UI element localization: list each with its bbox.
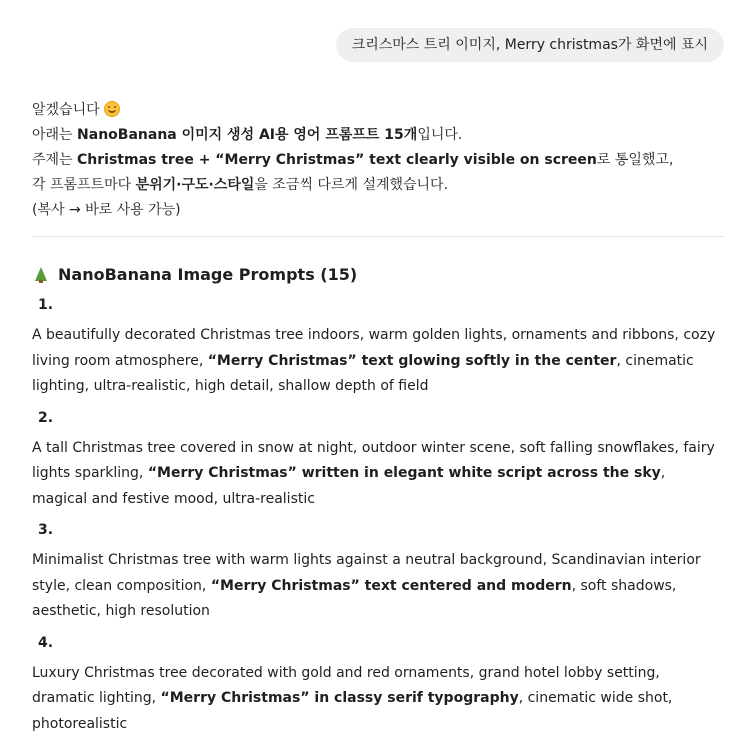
prompt-text-part: , cinematic lighting, ultra-realistic, high detail, shallow depth of field: [32, 353, 694, 395]
prompt-bold-text: “Merry Christmas” in classy serif typography: [161, 690, 519, 706]
prompt-list: [32, 295, 724, 737]
prompt-number: 3.: [32, 520, 724, 540]
prompt-item: [32, 295, 724, 400]
intro-line-5: (복사 → 바로 사용 가능): [32, 198, 724, 223]
intro-line-3: [32, 148, 724, 173]
prompt-item: [32, 408, 724, 513]
smiling-face-icon: [104, 101, 120, 117]
intro-line-4: [32, 173, 724, 198]
prompt-item: [32, 520, 724, 625]
prompt-number: 2.: [32, 408, 724, 428]
prompt-item: [32, 633, 724, 737]
prompt-number: 1.: [32, 295, 724, 315]
intro-line-2: [32, 123, 724, 148]
prompt-text-part: A tall Christmas tree covered in snow at night, outdoor winter scene, soft falling snowflakes, fairy lights sparkling,: [32, 440, 715, 482]
intro-bold-text: 분위기·구도·스타일: [136, 177, 255, 193]
user-message-bubble: 크리스마스 트리 이미지, Merry christmas가 화면에 표시: [336, 28, 724, 62]
prompt-text: [32, 323, 722, 400]
prompt-text-part: , soft shadows, aesthetic, high resolution: [32, 578, 676, 620]
intro-line-1: [32, 98, 724, 123]
intro-text: 을 조금씩 다르게 설계했습니다.: [254, 177, 448, 193]
section-title-text: NanoBanana Image Prompts (15): [58, 263, 357, 287]
intro-bold-text: Christmas tree + “Merry Christmas” text clearly visible on screen: [77, 152, 597, 168]
section-title: [32, 263, 724, 287]
user-message-row: [18, 28, 724, 62]
intro-text: 주제는: [32, 152, 77, 168]
prompt-bold-text: “Merry Christmas” text glowing softly in the center: [208, 353, 617, 369]
intro-text: 각 프롬프트마다: [32, 177, 136, 193]
prompt-bold-text: “Merry Christmas” written in elegant white script across the sky: [148, 465, 661, 481]
prompt-text: [32, 661, 722, 737]
christmas-tree-icon: [32, 266, 50, 284]
assistant-response: [32, 98, 724, 737]
prompt-bold-text: “Merry Christmas” text centered and modern: [211, 578, 572, 594]
prompt-text-part: Minimalist Christmas tree with warm lights against a neutral background, Scandinavian interior style, clean composition,: [32, 552, 701, 594]
intro-text: 알겠습니다: [32, 102, 100, 118]
intro-bold-text: NanoBanana 이미지 생성 AI용 영어 프롬프트 15개: [77, 127, 417, 143]
prompt-text: [32, 436, 722, 513]
prompt-number: 4.: [32, 633, 724, 653]
prompt-text: [32, 548, 722, 625]
prompt-text-part: , magical and festive mood, ultra-realistic: [32, 465, 665, 507]
prompt-text-part: Luxury Christmas tree decorated with gold and red ornaments, grand hotel lobby setting, dramatic lighting,: [32, 665, 660, 707]
divider: [32, 236, 724, 237]
prompt-text-part: , cinematic wide shot, photorealistic: [32, 690, 672, 732]
intro-text: 아래는: [32, 127, 77, 143]
prompt-text-part: A beautifully decorated Christmas tree indoors, warm golden lights, ornaments and ribbons, cozy living room atmosphere,: [32, 327, 715, 369]
intro-text: 입니다.: [417, 127, 462, 143]
intro-block: [32, 98, 724, 223]
intro-text: 로 통일했고,: [597, 152, 674, 168]
